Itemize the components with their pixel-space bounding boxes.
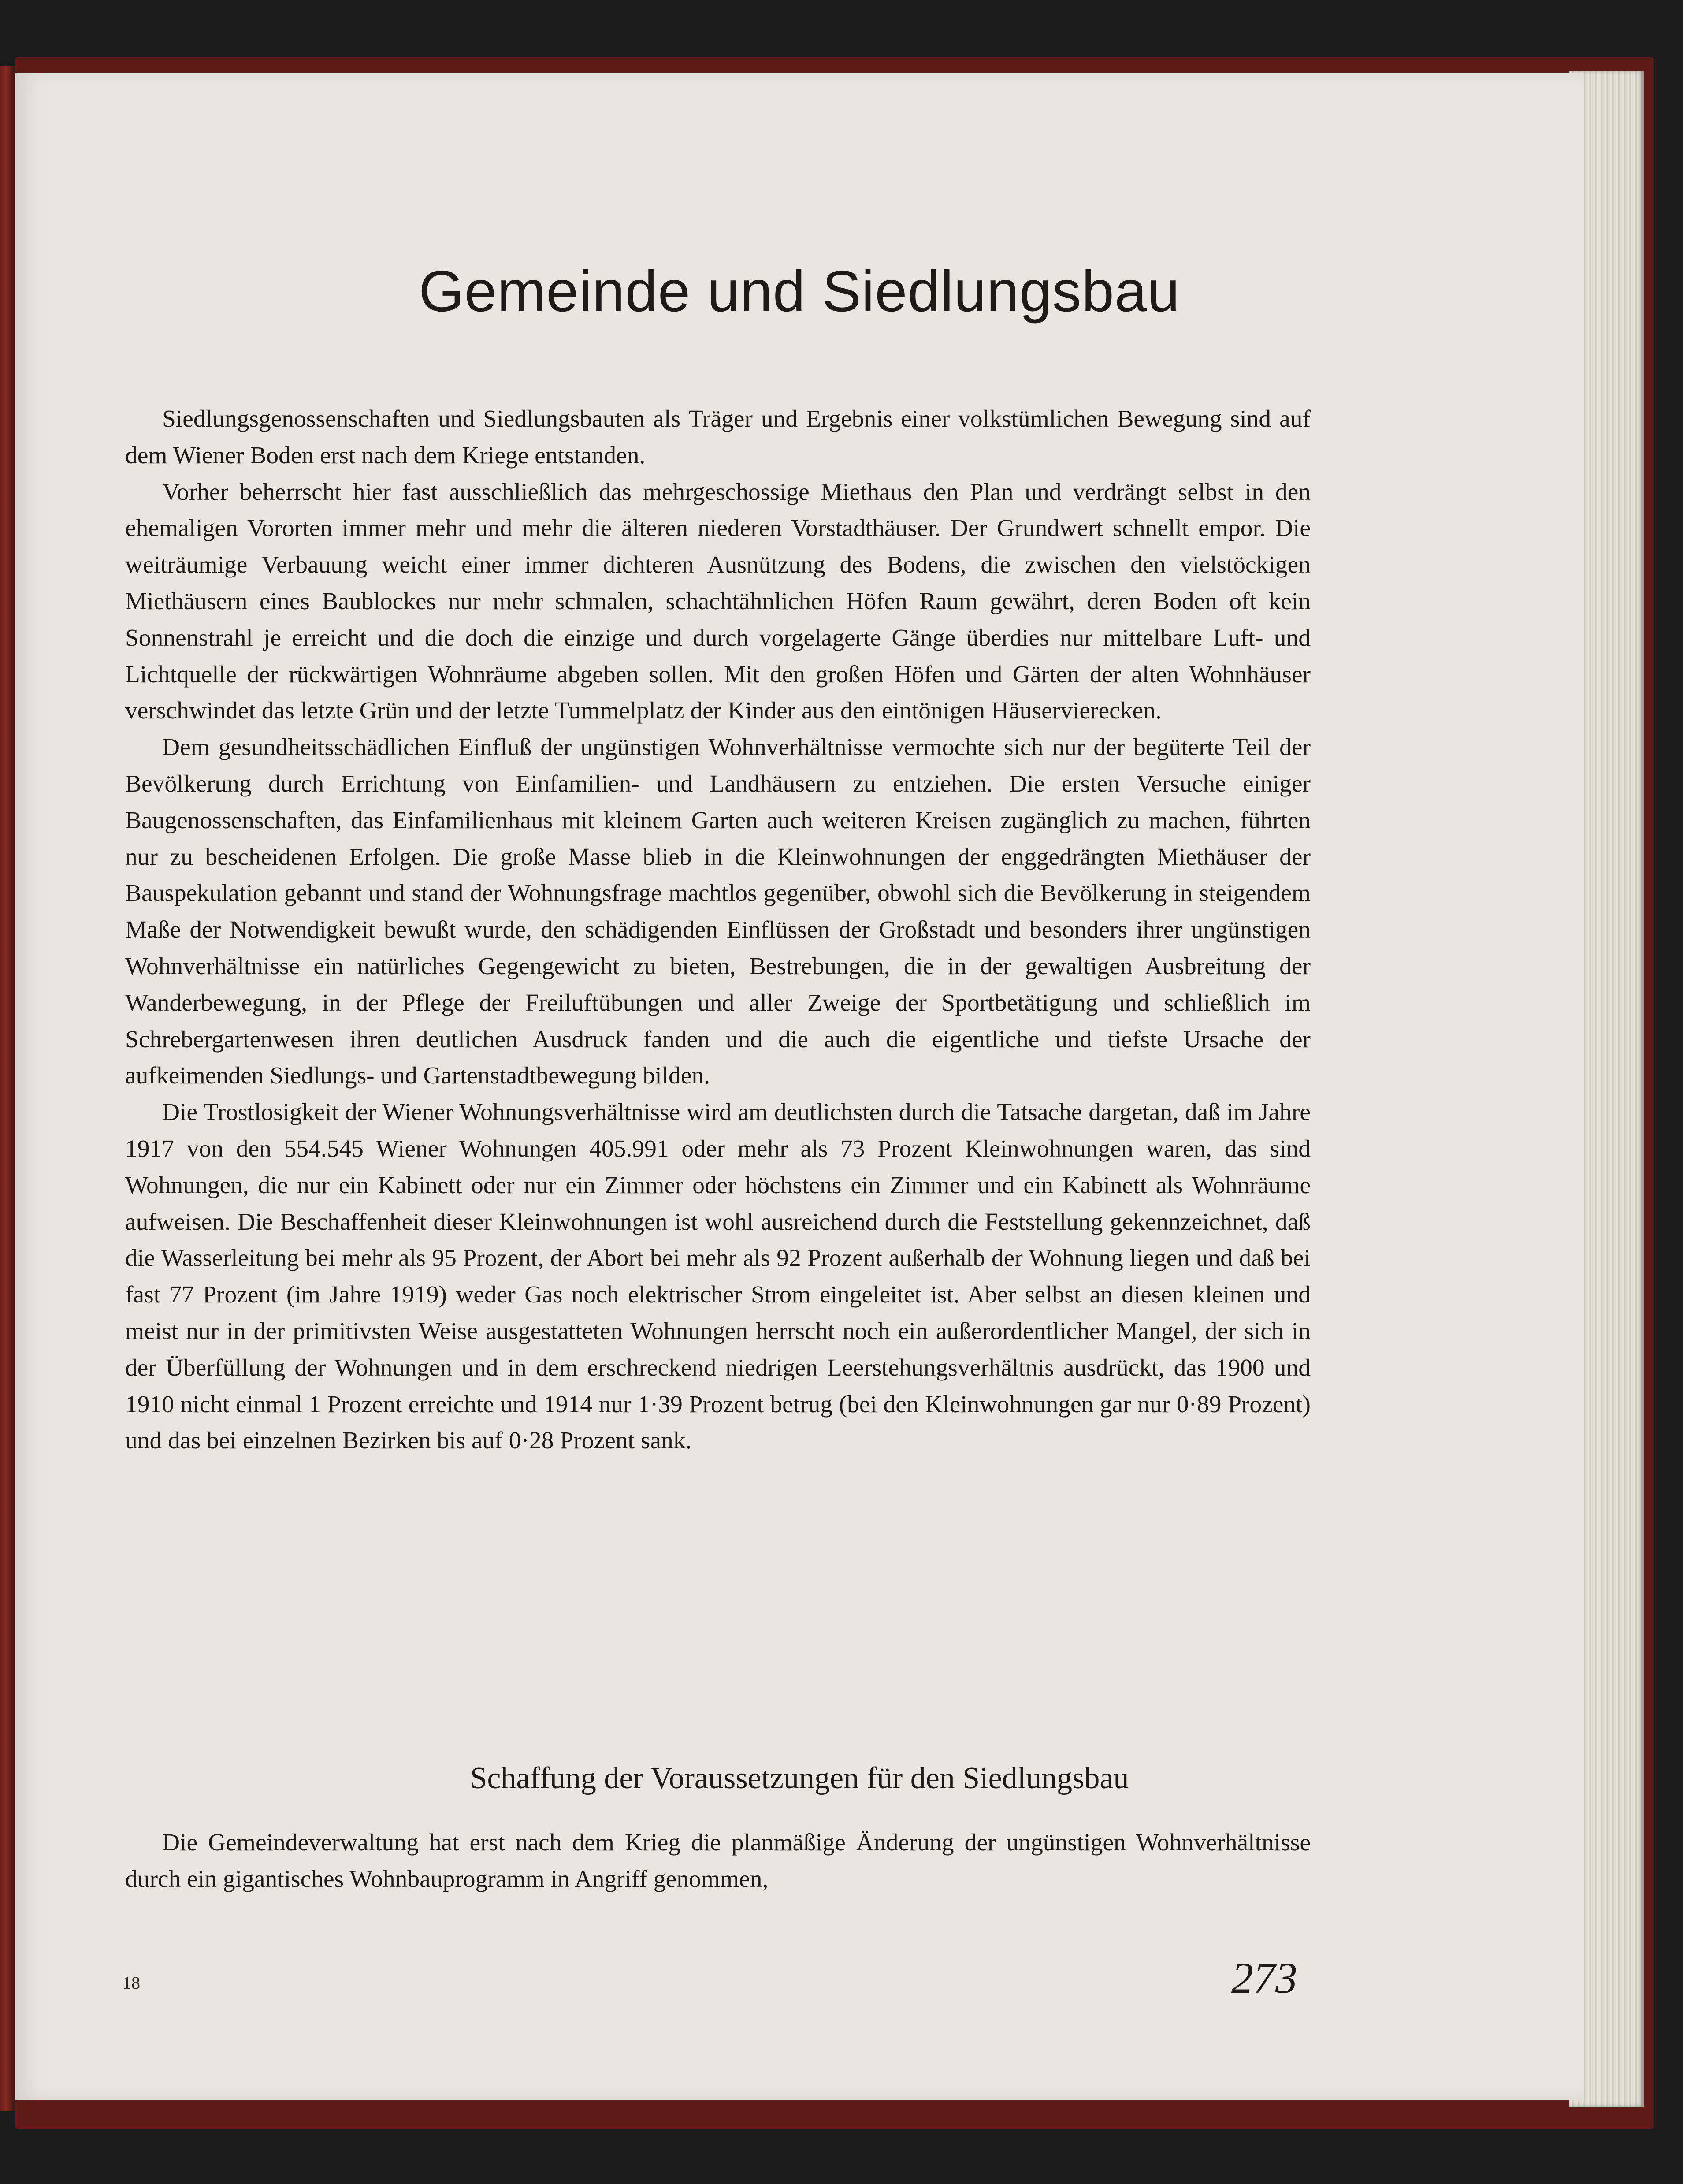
page-title: Gemeinde und Siedlungsbau — [419, 259, 1180, 324]
section-body-text — [125, 1825, 1311, 1898]
paragraph: Siedlungsgenossenschaften und Siedlungsbauten als Träger und Ergebnis einer volkstümlichen Bewegung sind auf dem Wiener Boden erst nach dem Kriege entstanden. — [125, 406, 1311, 469]
body-text — [125, 401, 1311, 1459]
section-heading: Schaffung der Voraussetzungen für den Siedlungsbau — [470, 1761, 1129, 1795]
paragraph: Die Gemeindeverwaltung hat erst nach dem Krieg die planmäßige Änderung der ungünstigen Wohnverhältnisse durch ein gigantisches Wohnbauprogramm in Angriff genommen, — [125, 1829, 1311, 1893]
paragraph: Dem gesundheitsschädlichen Einfluß der ungünstigen Wohnverhältnisse vermochte sich nur der begüterte Teil der Bevölkerung durch Errichtung von Einfamilien- und Landhäusern zu entziehen. Die ersten Versuche einiger Baugenossenschaften, das Einfamilienhaus mit kleinem Garten auch weiteren Kreisen zugänglich zu machen, führten nur zu bescheidenen Erfolgen. Die große Masse blieb in die Kleinwohnungen der enggedrängten Miethäuser der Bauspekulation gebannt und stand der Wohnungsfrage machtlos gegenüber, obwohl sich die Bevölkerung in steigendem Maße der Notwendigkeit bewußt wurde, den schädigenden Einflüssen der Großstadt und besonders ihrer ungünstigen Wohnverhältnisse ein natürliches Gegengewicht zu bieten, Bestrebungen, die in der gewaltigen Ausbreitung der Wanderbewegung, in der Pflege der Freiluftübungen und aller Zweige der Sportbetätigung und schließlich im Schrebergartenwesen ihren deutlichen Ausdruck fanden und die auch die eigentliche und tiefste Ursache der aufkeimenden Siedlungs- und Gartenstadtbewegung bilden. — [125, 734, 1311, 1090]
paragraph: Vorher beherrscht hier fast ausschließlich das mehrgeschossige Miethaus den Plan und verdrängt selbst in den ehemaligen Vororten immer mehr und mehr die älteren niederen Vorstadthäuser. Der Grundwert schnellt empor. Die weiträumige Verbauung weicht einer immer dichteren Ausnützung des Bodens, die zwischen den vielstöckigen Miethäusern eines Baublockes nur mehr schmalen, schachtähnlichen Höfen Raum gewährt, deren Boden oft kein Sonnenstrahl je erreicht und die doch die einzige und durch vorgelagerte Gänge überdies nur mittelbare Luft- und Lichtquelle der rückwärtigen Wohnräume abgeben sollen. Mit den großen Höfen und Gärten der alten Wohnhäuser verschwindet das letzte Grün und der letzte Tummelplatz der Kinder aus den eintönigen Häuservierecken. — [125, 478, 1311, 725]
paragraph: Die Trostlosigkeit der Wiener Wohnungsverhältnisse wird am deutlichsten durch die Tatsache dargetan, daß im Jahre 1917 von den 554.545 Wiener Wohnungen 405.991 oder mehr als 73 Prozent Kleinwohnungen waren, das sind Wohnungen, die nur ein Kabinett oder nur ein Zimmer oder höchstens ein Zimmer und ein Kabinett als Wohnräume aufweisen. Die Beschaffenheit dieser Kleinwohnungen ist wohl ausreichend durch die Feststellung gekennzeichnet, daß die Wasserleitung bei mehr als 95 Prozent, der Abort bei mehr als 92 Prozent außerhalb der Wohnung liegen und daß bei fast 77 Prozent (im Jahre 1919) weder Gas noch elektrischer Strom eingeleitet ist. Aber selbst an diesen kleinen und meist nur in der primitivsten Weise ausgestatteten Wohnungen herrscht noch ein außerordentlicher Mangel, der sich in der Überfüllung der Wohnungen und in dem erschreckend niedrigen Leerstehungsverhältnis ausdrückt, das 1900 und 1910 nicht einmal 1 Prozent erreichte und 1914 nur 1·39 Prozent betrug (bei den Kleinwohnungen gar nur 0·89 Prozent) und das bei einzelnen Bezirken bis auf 0·28 Prozent sank. — [125, 1099, 1311, 1455]
previous-page-edge — [0, 66, 15, 2111]
book-page — [15, 73, 1584, 2100]
page-number: 273 — [1231, 1953, 1297, 2002]
signature-mark: 18 — [123, 1973, 140, 1993]
